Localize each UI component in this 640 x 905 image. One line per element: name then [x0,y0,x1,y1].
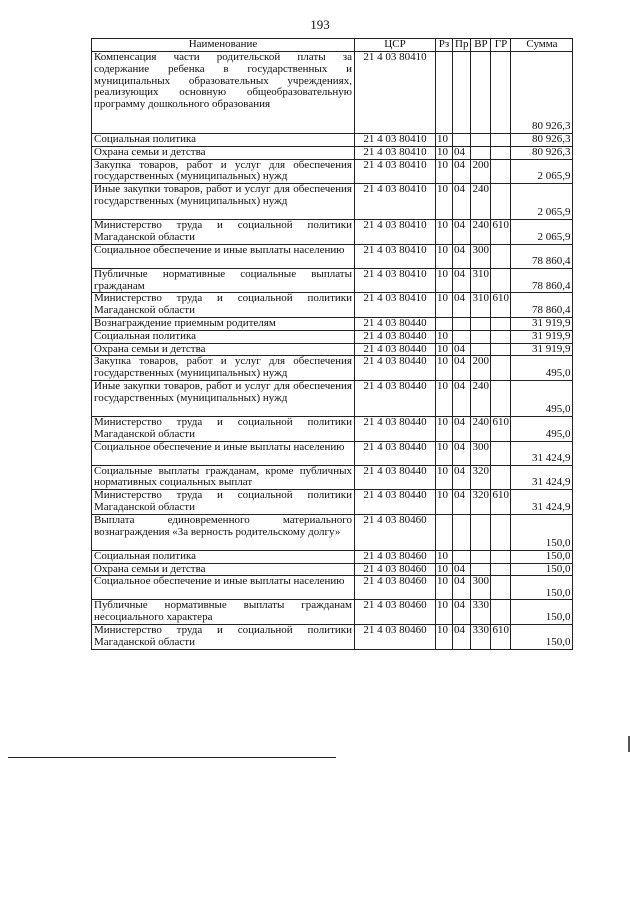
cell-vr: 330 [471,600,491,625]
cell-name: Публичные нормативные выплаты гражданам несоциального характера [92,600,355,625]
cell-pr: 04 [453,146,471,159]
cell-csr: 21 4 03 80460 [355,550,436,563]
cell-rz: 10 [436,465,453,490]
table-row [92,268,573,293]
cell-pr [453,514,471,550]
table-row [92,146,573,159]
cell-pr: 04 [453,220,471,245]
cell-rz: 10 [436,343,453,356]
cell-csr: 21 4 03 80460 [355,624,436,649]
cell-sum: 31 424,9 [511,490,573,515]
cell-name: Иные закупки товаров, работ и услуг для обеспечения государственных (муниципальных) нужд [92,380,355,416]
cell-sum: 150,0 [511,514,573,550]
cell-vr: 320 [471,490,491,515]
cell-csr: 21 4 03 80460 [355,576,436,600]
cell-rz: 10 [436,268,453,293]
table-row [92,576,573,600]
cell-sum: 495,0 [511,416,573,441]
cell-rz [436,52,453,134]
cell-sum: 78 860,4 [511,268,573,293]
cell-csr: 21 4 03 80440 [355,343,436,356]
cell-sum: 2 065,9 [511,159,573,184]
cell-rz: 10 [436,380,453,416]
cell-csr: 21 4 03 80410 [355,134,436,147]
cell-rz: 10 [436,159,453,184]
cell-vr: 200 [471,159,491,184]
cell-gr [491,600,511,625]
cell-sum: 495,0 [511,356,573,381]
cell-gr [491,576,511,600]
cell-csr: 21 4 03 80440 [355,380,436,416]
cell-csr: 21 4 03 80410 [355,293,436,318]
cell-pr: 04 [453,159,471,184]
table-header-row [92,39,573,52]
cell-csr: 21 4 03 80440 [355,356,436,381]
header-csr: ЦСР [355,39,436,52]
cell-vr [471,146,491,159]
cell-rz: 10 [436,293,453,318]
cell-sum: 150,0 [511,600,573,625]
cell-name: Публичные нормативные социальные выплаты гражданам [92,268,355,293]
cell-gr [491,441,511,465]
header-sum: Сумма [511,39,573,52]
cell-pr: 04 [453,184,471,220]
cell-csr: 21 4 03 80440 [355,317,436,330]
table-row [92,330,573,343]
cell-gr: 610 [491,416,511,441]
cell-sum: 31 424,9 [511,465,573,490]
cell-gr [491,159,511,184]
cell-rz: 10 [436,490,453,515]
cell-gr [491,146,511,159]
table-row [92,220,573,245]
cell-rz: 10 [436,550,453,563]
cell-gr [491,356,511,381]
page-number: 193 [310,17,330,32]
cell-name: Компенсация части родительской платы за содержание ребенка в государственных и муниципальных образовательных учреждениях, реализующих основную общеобразовательную программу дошкольного образования [92,52,355,134]
table-row [92,52,573,134]
cell-name: Министерство труда и социальной политики Магаданской области [92,490,355,515]
cell-sum: 495,0 [511,380,573,416]
cell-pr: 04 [453,563,471,576]
cell-rz: 10 [436,624,453,649]
cell-sum: 31 919,9 [511,330,573,343]
cell-pr [453,52,471,134]
cell-name: Социальное обеспечение и иные выплаты населению [92,576,355,600]
cell-sum: 2 065,9 [511,184,573,220]
cell-sum: 150,0 [511,624,573,649]
header-name: Наименование [92,39,355,52]
header-rz: Рз [436,39,453,52]
table-row [92,356,573,381]
cell-csr: 21 4 03 80440 [355,441,436,465]
cell-name: Социальное обеспечение и иные выплаты населению [92,441,355,465]
cell-vr: 300 [471,244,491,268]
cell-gr: 610 [491,293,511,318]
cell-pr [453,317,471,330]
cell-rz: 10 [436,600,453,625]
cell-sum: 31 919,9 [511,317,573,330]
cell-vr: 240 [471,416,491,441]
cell-name: Социальное обеспечение и иные выплаты населению [92,244,355,268]
cell-pr: 04 [453,293,471,318]
cell-pr: 04 [453,244,471,268]
cell-pr: 04 [453,380,471,416]
cell-rz: 10 [436,220,453,245]
cell-pr: 04 [453,416,471,441]
header-pr: Пр [453,39,471,52]
cell-name: Министерство труда и социальной политики Магаданской области [92,416,355,441]
cell-name: Социальная политика [92,330,355,343]
cell-sum: 80 926,3 [511,146,573,159]
table-row [92,441,573,465]
cell-csr: 21 4 03 80460 [355,514,436,550]
cell-vr [471,563,491,576]
cell-sum: 31 919,9 [511,343,573,356]
cell-pr: 04 [453,268,471,293]
budget-table [91,38,573,650]
footnote-divider [8,757,336,758]
cell-name: Закупка товаров, работ и услуг для обеспечения государственных (муниципальных) нужд [92,159,355,184]
table-row [92,317,573,330]
cell-csr: 21 4 03 80410 [355,146,436,159]
cell-name: Охрана семьи и детства [92,146,355,159]
cell-csr: 21 4 03 80410 [355,220,436,245]
cell-sum: 150,0 [511,563,573,576]
cell-rz [436,317,453,330]
cell-csr: 21 4 03 80440 [355,490,436,515]
cell-vr [471,134,491,147]
cell-rz: 10 [436,416,453,441]
cell-name: Охрана семьи и детства [92,563,355,576]
cell-pr [453,330,471,343]
cell-rz: 10 [436,134,453,147]
table-row [92,293,573,318]
cell-vr [471,52,491,134]
cell-rz [436,514,453,550]
cell-name: Министерство труда и социальной политики Магаданской области [92,293,355,318]
cell-csr: 21 4 03 80410 [355,159,436,184]
cell-rz: 10 [436,441,453,465]
table-row [92,134,573,147]
table-row [92,244,573,268]
cell-sum: 31 424,9 [511,441,573,465]
cell-name: Социальная политика [92,550,355,563]
table-row [92,184,573,220]
cell-gr: 610 [491,624,511,649]
cell-pr: 04 [453,343,471,356]
cell-gr [491,465,511,490]
cell-name: Социальные выплаты гражданам, кроме публичных нормативных социальных выплат [92,465,355,490]
cell-pr [453,550,471,563]
cell-csr: 21 4 03 80440 [355,416,436,441]
cell-gr [491,380,511,416]
table-row [92,600,573,625]
cell-vr [471,514,491,550]
table-body [92,52,573,650]
cell-sum: 150,0 [511,550,573,563]
cell-sum: 78 860,4 [511,244,573,268]
cell-vr: 310 [471,268,491,293]
cell-gr: 610 [491,220,511,245]
table-row [92,550,573,563]
cell-pr: 04 [453,624,471,649]
cell-gr [491,268,511,293]
cell-gr: 610 [491,490,511,515]
table-row [92,380,573,416]
scan-edge-mark [628,736,630,752]
cell-vr: 300 [471,441,491,465]
cell-rz: 10 [436,576,453,600]
cell-csr: 21 4 03 80410 [355,52,436,134]
header-vr: ВР [471,39,491,52]
cell-gr [491,514,511,550]
cell-sum: 2 065,9 [511,220,573,245]
cell-pr: 04 [453,490,471,515]
cell-gr [491,550,511,563]
cell-rz: 10 [436,146,453,159]
cell-sum: 80 926,3 [511,52,573,134]
cell-pr [453,134,471,147]
cell-vr [471,317,491,330]
cell-name: Министерство труда и социальной политики Магаданской области [92,220,355,245]
cell-rz: 10 [436,563,453,576]
table-row [92,490,573,515]
cell-rz: 10 [436,356,453,381]
table-row [92,343,573,356]
cell-gr [491,317,511,330]
cell-name: Закупка товаров, работ и услуг для обеспечения государственных (муниципальных) нужд [92,356,355,381]
cell-vr: 240 [471,220,491,245]
cell-vr [471,330,491,343]
cell-vr [471,343,491,356]
cell-vr: 300 [471,576,491,600]
cell-vr: 310 [471,293,491,318]
cell-vr: 240 [471,380,491,416]
cell-sum: 80 926,3 [511,134,573,147]
table-row [92,159,573,184]
cell-csr: 21 4 03 80410 [355,184,436,220]
cell-pr: 04 [453,356,471,381]
cell-rz: 10 [436,184,453,220]
cell-gr [491,52,511,134]
cell-pr: 04 [453,441,471,465]
cell-pr: 04 [453,465,471,490]
cell-csr: 21 4 03 80410 [355,244,436,268]
cell-name: Иные закупки товаров, работ и услуг для обеспечения государственных (муниципальных) нужд [92,184,355,220]
cell-csr: 21 4 03 80410 [355,268,436,293]
table-row [92,465,573,490]
table-row [92,416,573,441]
table-row [92,514,573,550]
cell-sum: 78 860,4 [511,293,573,318]
cell-vr: 320 [471,465,491,490]
cell-pr: 04 [453,576,471,600]
cell-rz: 10 [436,244,453,268]
cell-name: Вознаграждение приемным родителям [92,317,355,330]
table-row [92,563,573,576]
cell-csr: 21 4 03 80460 [355,563,436,576]
cell-pr: 04 [453,600,471,625]
cell-rz: 10 [436,330,453,343]
cell-name: Министерство труда и социальной политики Магаданской области [92,624,355,649]
cell-gr [491,244,511,268]
cell-gr [491,343,511,356]
cell-name: Охрана семьи и детства [92,343,355,356]
cell-vr: 200 [471,356,491,381]
cell-vr: 330 [471,624,491,649]
cell-csr: 21 4 03 80440 [355,330,436,343]
header-gr: ГР [491,39,511,52]
cell-vr: 240 [471,184,491,220]
cell-gr [491,134,511,147]
cell-vr [471,550,491,563]
cell-sum: 150,0 [511,576,573,600]
cell-gr [491,184,511,220]
cell-gr [491,563,511,576]
table-row [92,624,573,649]
cell-csr: 21 4 03 80460 [355,600,436,625]
cell-name: Выплата единовременного материального вознаграждения «За верность родительскому долгу» [92,514,355,550]
cell-gr [491,330,511,343]
cell-csr: 21 4 03 80440 [355,465,436,490]
cell-name: Социальная политика [92,134,355,147]
